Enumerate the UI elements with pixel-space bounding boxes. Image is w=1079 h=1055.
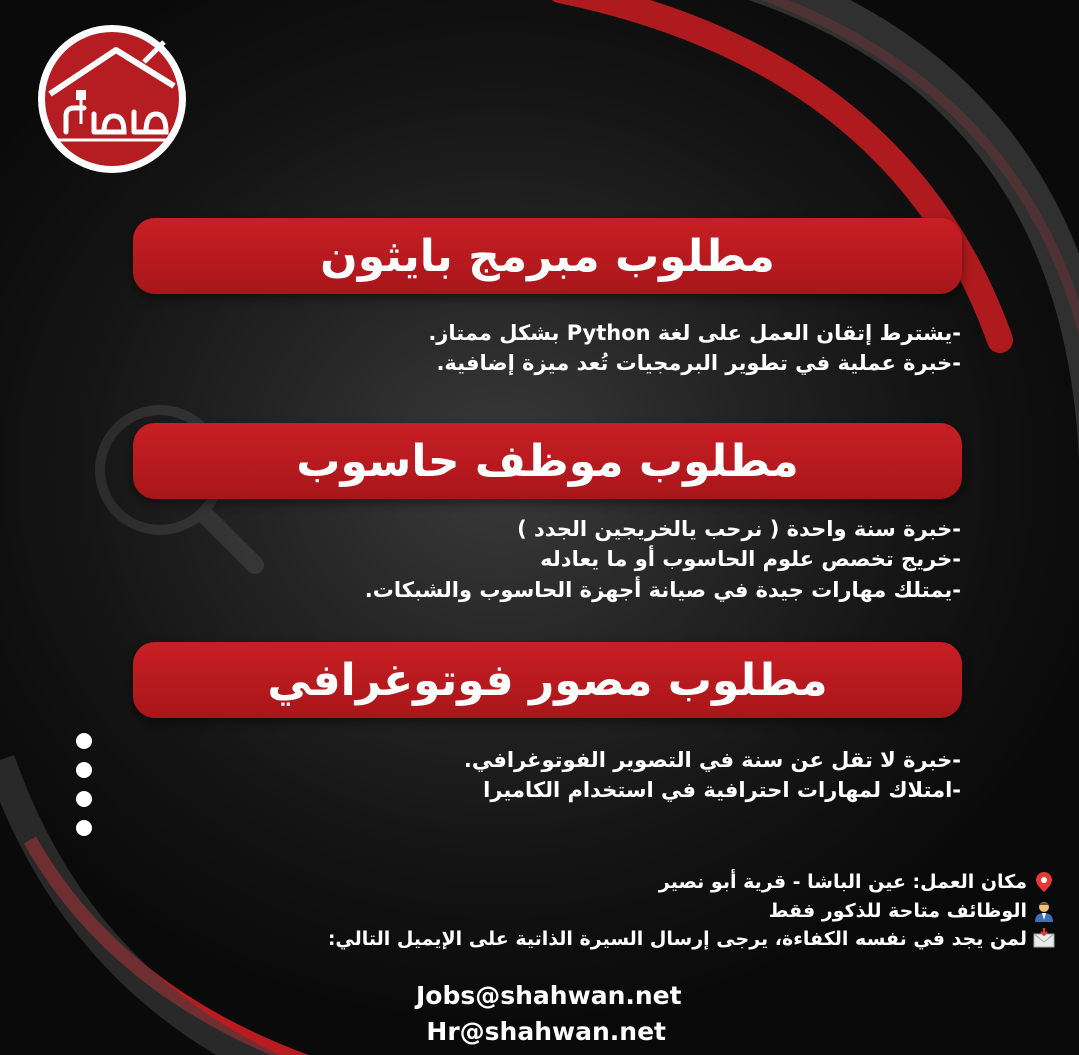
gender-text: الوظائف متاحة للذكور فقط xyxy=(768,899,1027,922)
requirement-item: -يمتلك مهارات جيدة في صيانة أجهزة الحاسوب والشبكات. xyxy=(364,577,961,602)
apply-line xyxy=(328,925,1055,954)
email-hr[interactable]: Hr@shahwan.net xyxy=(426,1017,666,1046)
job-info xyxy=(328,868,1055,954)
dot xyxy=(76,820,92,836)
location-text: مكان العمل: عين الباشا - قرية أبو نصير xyxy=(658,871,1027,893)
requirement-item: -خريج تخصص علوم الحاسوب أو ما يعادله xyxy=(540,547,961,572)
pin-icon xyxy=(1033,871,1055,893)
dot xyxy=(76,791,92,807)
job-requirements xyxy=(365,514,961,605)
requirement-item: -خبرة لا تقل عن سنة في التصوير الفوتوغرافي. xyxy=(463,748,961,772)
job-title-banner xyxy=(133,642,962,718)
shahwan-logo xyxy=(24,22,200,176)
job-title: مطلوب موظف حاسوب xyxy=(296,435,799,487)
job-requirements xyxy=(464,745,961,806)
location-line xyxy=(328,868,1055,897)
man-icon xyxy=(1033,900,1055,922)
requirement-item: -امتلاك لمهارات احترافية في استخدام الكاميرا xyxy=(483,778,961,803)
job-title-banner xyxy=(133,423,962,499)
gender-line xyxy=(328,897,1055,926)
gray-arc-bottom xyxy=(0,760,300,1055)
dot xyxy=(76,762,92,778)
contact-emails xyxy=(416,978,682,1050)
requirement-item: -خبرة عملية في تطوير البرمجيات تُعد ميزة إضافية. xyxy=(436,351,961,376)
requirement-item: -يشترط إتقان العمل على لغة Python بشكل ممتاز. xyxy=(428,321,961,345)
job-title: مطلوب مبرمج بايثون xyxy=(320,230,775,282)
dots-decoration xyxy=(76,733,94,849)
apply-text: لمن يجد في نفسه الكفاءة، يرجى إرسال السيرة الذاتية على الإيميل التالي: xyxy=(327,928,1027,950)
dot xyxy=(76,733,92,749)
envelope-icon xyxy=(1033,928,1055,950)
job-title-banner xyxy=(133,218,962,294)
job-title: مطلوب مصور فوتوغرافي xyxy=(267,654,828,706)
requirement-item: -خبرة سنة واحدة ( نرحب يالخريجين الجدد ) xyxy=(517,517,961,541)
job-requirements xyxy=(428,318,961,379)
email-jobs[interactable]: Jobs@shahwan.net xyxy=(416,981,682,1010)
